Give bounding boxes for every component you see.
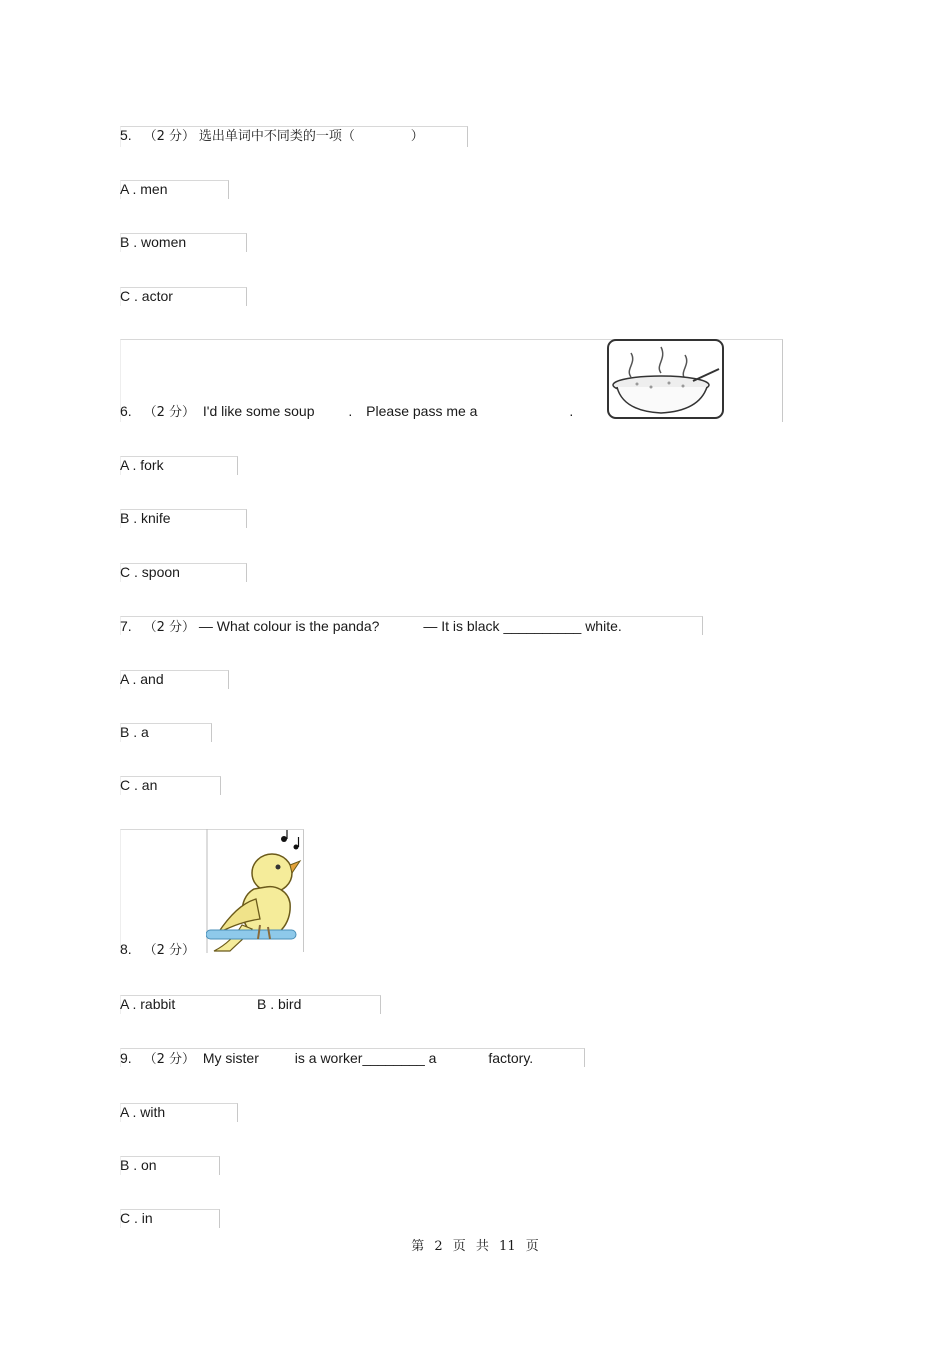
option-text: and [140,671,164,687]
question-score: （2 分） [143,943,195,958]
option-letter: C . [120,1210,138,1226]
option-9b[interactable] [120,1156,157,1174]
question-8 [120,940,195,960]
page-number-footer: 第 2 页 共 11 页 [411,1239,539,1254]
question-prompt: 选出单词中不同类的一项（ [198,129,355,144]
question-number: 8. [120,941,132,957]
option-text: spoon [141,564,180,580]
option-letter: A . [120,181,137,197]
question-score: （2 分） [143,405,195,420]
option-8b[interactable] [257,995,301,1013]
option-text: men [140,181,168,197]
question-prompt: factory. [488,1050,534,1066]
soup-bowl-picture [607,339,725,421]
option-letter: A . [120,1104,137,1120]
option-6c[interactable] [120,563,180,581]
option-text: on [141,1157,157,1173]
option-letter: A . [120,457,137,473]
option-5a[interactable] [120,180,167,198]
question-prompt: is a worker________ a [294,1050,437,1066]
question-prompt: — It is black __________ white. [423,618,622,634]
option-8a[interactable] [120,995,175,1013]
option-5b[interactable] [120,233,186,251]
option-text: with [140,1104,166,1120]
question-prompt: Please pass me a [366,403,478,419]
singing-bird-picture [206,829,303,953]
option-letter: B . [120,724,138,740]
option-text: knife [141,510,171,526]
question-number: 9. [120,1050,132,1066]
option-text: actor [141,288,173,304]
question-number: 5. [120,127,132,143]
question-prompt: My sister [202,1050,259,1066]
option-6a[interactable] [120,456,164,474]
option-letter: B . [257,996,275,1012]
option-text: an [141,777,158,793]
option-7a[interactable] [120,670,164,688]
question-score: （2 分） [143,620,195,635]
option-text: bird [278,996,302,1012]
question-9 [120,1049,533,1069]
option-letter: C . [120,288,138,304]
question-number: 6. [120,403,132,419]
question-7 [120,617,622,637]
question-score: （2 分） [143,1052,195,1067]
question-number: 7. [120,618,132,634]
option-text: fork [140,457,164,473]
option-6b[interactable] [120,509,171,527]
option-text: a [141,724,149,740]
option-9a[interactable] [120,1103,165,1121]
question-5 [120,126,424,146]
option-text: women [141,234,187,250]
option-letter: C . [120,777,138,793]
question-score: （2 分） [143,129,195,144]
option-letter: A . [120,996,137,1012]
option-5c[interactable] [120,287,173,305]
option-9c[interactable] [120,1209,153,1227]
option-letter: C . [120,564,138,580]
option-text: rabbit [140,996,176,1012]
option-7b[interactable] [120,723,149,741]
option-7c[interactable] [120,776,157,794]
option-letter: B . [120,510,138,526]
question-prompt: . [348,403,353,419]
question-prompt: — What colour is the panda? [198,618,380,634]
option-text: in [141,1210,153,1226]
option-letter: B . [120,234,138,250]
option-letter: B . [120,1157,138,1173]
question-prompt-end: ） [410,129,424,144]
question-prompt: . [569,403,574,419]
question-6 [120,402,573,422]
option-letter: A . [120,671,137,687]
question-prompt: I'd like some soup [202,403,315,419]
